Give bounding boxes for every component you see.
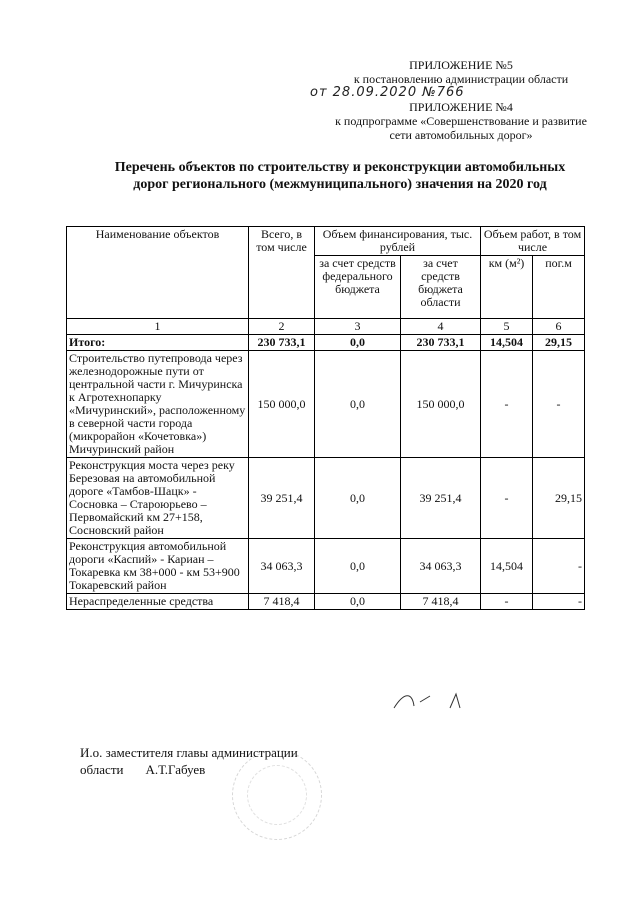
object-total: 150 000,0 bbox=[249, 351, 315, 458]
object-name: Реконструкция моста через реку Березовая на автомобильной дороге «Тамбов-Шацк» - Сосновка – Староюрьево –Первомайский км 27+158, Сосновский район bbox=[67, 458, 249, 539]
column-number: 5 bbox=[481, 319, 533, 335]
column-number: 6 bbox=[533, 319, 585, 335]
object-federal: 0,0 bbox=[315, 594, 401, 610]
object-km: 14,504 bbox=[481, 539, 533, 594]
column-number: 2 bbox=[249, 319, 315, 335]
header-pm: пог.м bbox=[533, 256, 585, 319]
document-title bbox=[60, 159, 620, 193]
signatory-position-2: области bbox=[80, 762, 124, 777]
signatory-line bbox=[80, 761, 298, 778]
object-federal: 0,0 bbox=[315, 539, 401, 594]
subprogram-line-1: к подпрограмме «Совершенствование и развитие bbox=[335, 114, 587, 128]
header-works: Объем работ, в том числе bbox=[481, 227, 585, 256]
object-km: - bbox=[481, 594, 533, 610]
object-regional: 39 251,4 bbox=[401, 458, 481, 539]
signature-block bbox=[80, 744, 298, 778]
title-line-2: дорог регионального (межмуниципального) значения на 2020 год bbox=[133, 177, 547, 192]
object-regional: 150 000,0 bbox=[401, 351, 481, 458]
title-line-1: Перечень объектов по строительству и реконструкции автомобильных bbox=[114, 160, 566, 175]
object-km: - bbox=[481, 351, 533, 458]
object-pm: 29,15 bbox=[533, 458, 585, 539]
signatory-position: И.о. заместителя главы администрации bbox=[80, 745, 298, 760]
header-total: Всего, в том числе bbox=[249, 227, 315, 319]
object-regional: 34 063,3 bbox=[401, 539, 481, 594]
appendix-4-label: ПРИЛОЖЕНИЕ №4 bbox=[409, 100, 513, 114]
handwritten-date-number: от 28.09.2020 №766 bbox=[310, 85, 465, 100]
table-row bbox=[67, 594, 585, 610]
header-financing: Объем финансирования, тыс. рублей bbox=[315, 227, 481, 256]
object-total: 34 063,3 bbox=[249, 539, 315, 594]
appendix-header bbox=[300, 58, 622, 142]
handwritten-mark-icon bbox=[390, 688, 480, 712]
object-pm: - bbox=[533, 539, 585, 594]
column-number: 3 bbox=[315, 319, 401, 335]
object-km: - bbox=[481, 458, 533, 539]
object-pm: - bbox=[533, 351, 585, 458]
total-federal: 0,0 bbox=[315, 335, 401, 351]
table-header-row-1 bbox=[67, 227, 585, 256]
total-km: 14,504 bbox=[481, 335, 533, 351]
object-pm: - bbox=[533, 594, 585, 610]
table-row bbox=[67, 458, 585, 539]
total-row bbox=[67, 335, 585, 351]
total-regional: 230 733,1 bbox=[401, 335, 481, 351]
signatory-name: А.Т.Габуев bbox=[145, 762, 206, 777]
header-regional: за счет средств бюджета области bbox=[401, 256, 481, 319]
column-number-row bbox=[67, 319, 585, 335]
object-federal: 0,0 bbox=[315, 351, 401, 458]
column-number: 4 bbox=[401, 319, 481, 335]
total-pm: 29,15 bbox=[533, 335, 585, 351]
header-km: км (м²) bbox=[481, 256, 533, 319]
object-federal: 0,0 bbox=[315, 458, 401, 539]
object-name: Строительство путепровода через железнодорожные пути от центральной части г. Мичуринска к Агротехнопарку «Мичуринский», расположенному в северной части города (микрорайон «Кочетовка») Мичуринский район bbox=[67, 351, 249, 458]
table-row bbox=[67, 539, 585, 594]
object-regional: 7 418,4 bbox=[401, 594, 481, 610]
object-total: 7 418,4 bbox=[249, 594, 315, 610]
object-total: 39 251,4 bbox=[249, 458, 315, 539]
total-label: Итого: bbox=[67, 335, 249, 351]
column-number: 1 bbox=[67, 319, 249, 335]
to-decree-label: к постановлению администрации области bbox=[353, 72, 569, 86]
header-name: Наименование объектов bbox=[67, 227, 249, 319]
header-federal: за счет средств федерального бюджета bbox=[315, 256, 401, 319]
table-row bbox=[67, 351, 585, 458]
appendix-5-label: ПРИЛОЖЕНИЕ №5 bbox=[409, 58, 513, 72]
object-name: Реконструкция автомобильной дороги «Каспий» - Кариан – Токаревка км 38+000 - км 53+900 Токаревский район bbox=[67, 539, 249, 594]
total-sum: 230 733,1 bbox=[249, 335, 315, 351]
object-name: Нераспределенные средства bbox=[67, 594, 249, 610]
objects-table bbox=[66, 226, 585, 610]
subprogram-line-2: сети автомобильных дорог» bbox=[389, 128, 533, 142]
